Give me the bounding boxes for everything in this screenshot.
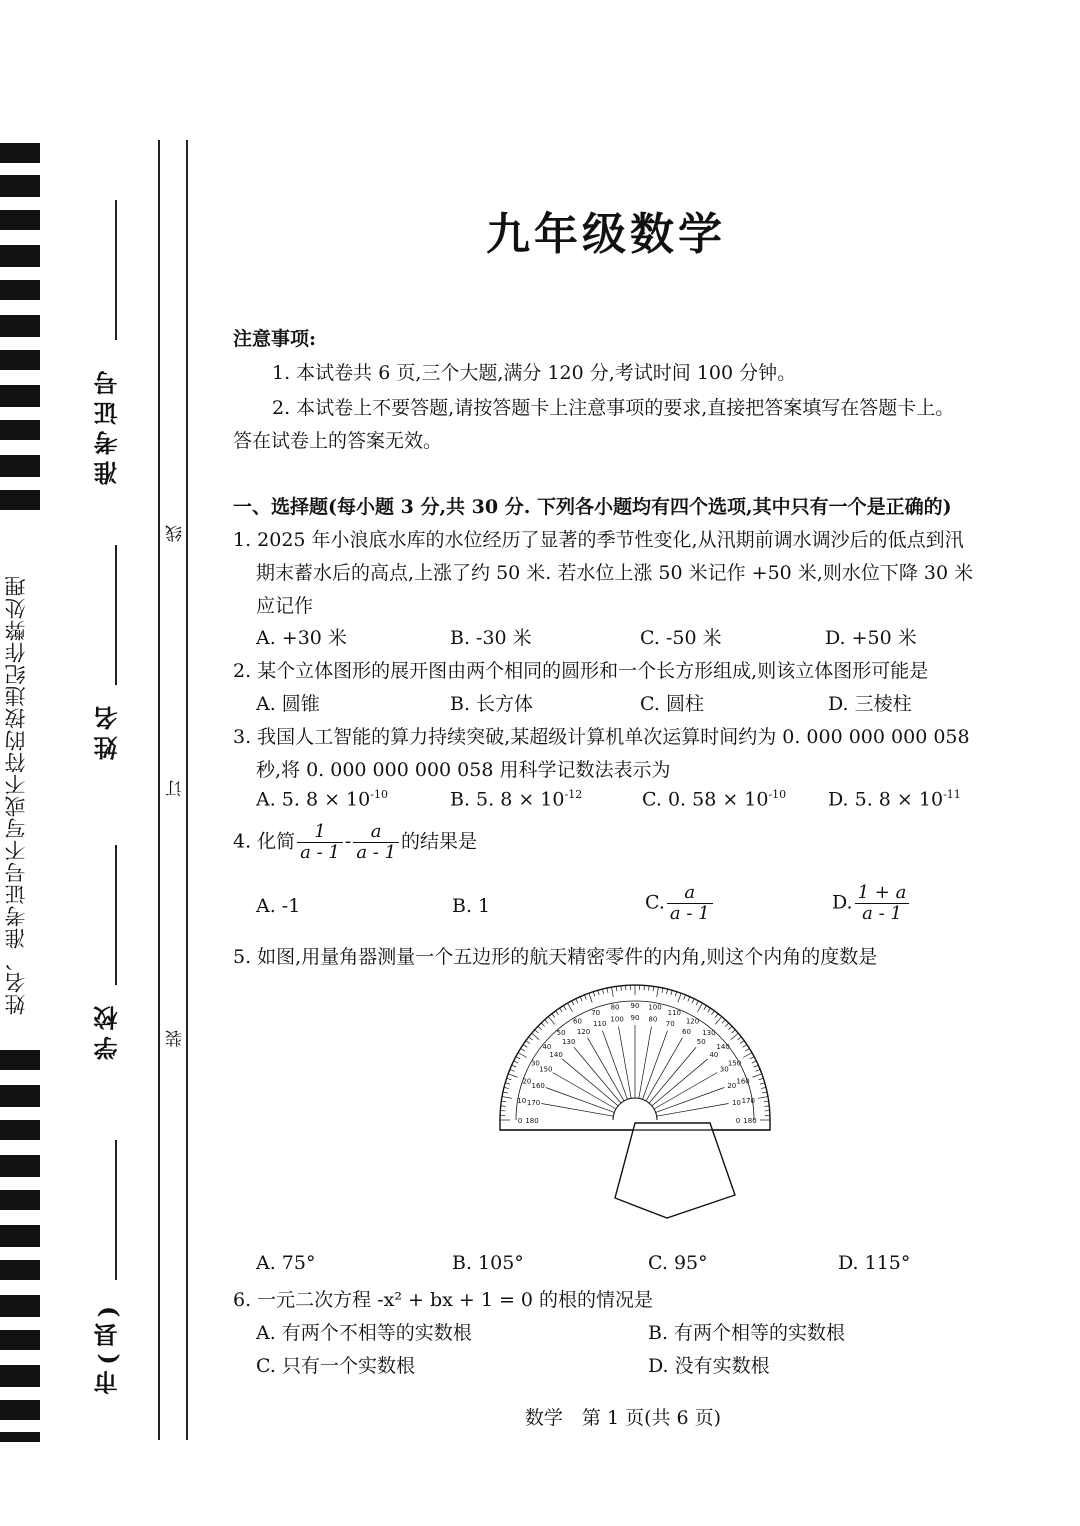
- q4-stem: 4. 化简 $\frac{1}{a - 1}$ - $\frac{a}{a - 1}$ 的结果是: [233, 821, 478, 863]
- binding-stripe-block: [0, 1365, 40, 1387]
- protractor-inner-label: 90: [630, 1014, 640, 1022]
- protractor-inner-label: 110: [593, 1020, 607, 1029]
- protractor-figure: [495, 975, 780, 1225]
- binding-stripe-block: [0, 1120, 40, 1140]
- protractor-inner-label: 50: [696, 1038, 706, 1047]
- q1-option-c[interactable]: C. -50 米: [640, 627, 722, 649]
- field-blank-city[interactable]: [115, 1140, 117, 1280]
- protractor-tick: [698, 1003, 703, 1012]
- protractor-tick: [708, 1008, 711, 1012]
- protractor-tick: [729, 1026, 733, 1029]
- note-3: 答在试卷上的答案无效。: [233, 430, 443, 452]
- protractor-tick: [725, 1023, 728, 1027]
- q1-option-b[interactable]: B. -30 米: [450, 627, 532, 649]
- protractor-ray: [646, 1038, 683, 1101]
- q4-option-a[interactable]: A. -1: [256, 895, 301, 917]
- protractor-tick: [692, 999, 694, 1003]
- q4-option-d[interactable]: D. $\frac{1 + a}{a - 1}$: [832, 883, 911, 924]
- section-1-heading: 一、选择题(每小题 3 分,共 30 分. 下列各小题均有四个选项,其中只有一个是正确的): [233, 496, 952, 518]
- q3-line-2: 秒,将 0. 000 000 000 058 用科学记数法表示为: [256, 759, 671, 781]
- protractor-tick: [750, 1057, 754, 1059]
- protractor-tick: [662, 988, 663, 993]
- protractor-tick: [722, 1020, 725, 1024]
- q2-option-c[interactable]: C. 圆柱: [640, 693, 704, 715]
- protractor-tick: [715, 1014, 718, 1018]
- protractor-outer-label: 60: [573, 1017, 582, 1026]
- protractor-tick: [548, 1017, 554, 1025]
- protractor-outer-label: 30: [530, 1059, 540, 1068]
- protractor-tick: [678, 993, 681, 1002]
- protractor-tick: [754, 1065, 759, 1067]
- protractor-ray: [562, 1059, 618, 1106]
- protractor-tick: [516, 1057, 520, 1059]
- binding-stripe-block: [0, 280, 40, 300]
- protractor-ray: [639, 1026, 652, 1098]
- protractor-tick: [502, 1097, 512, 1099]
- q4-fraction-2: $\frac{a}{a - 1}$: [353, 822, 399, 863]
- note-1: 1. 本试卷共 6 页,三个大题,满分 120 分,考试时间 100 分钟。: [272, 362, 797, 384]
- protractor-outer-label: 150: [727, 1059, 742, 1068]
- binding-stripe-block: [0, 1432, 40, 1442]
- protractor-ray: [643, 1031, 668, 1100]
- protractor-tick: [598, 990, 599, 995]
- q6-option-a[interactable]: A. 有两个不相等的实数根: [256, 1322, 472, 1344]
- q1-line-3: 应记作: [256, 595, 314, 617]
- q2-option-b[interactable]: B. 长方体: [450, 693, 534, 715]
- protractor-tick: [616, 986, 617, 991]
- protractor-tick: [743, 1053, 752, 1058]
- protractor-tick: [593, 992, 595, 997]
- binding-stripe-block: [0, 350, 40, 370]
- protractor-tick: [607, 988, 608, 993]
- binding-stripe-block: [0, 490, 40, 510]
- protractor-tick: [560, 1008, 563, 1012]
- protractor-inner-label: 130: [562, 1038, 576, 1047]
- protractor-tick: [715, 1017, 721, 1025]
- protractor-outer-label: 10: [517, 1097, 527, 1106]
- protractor-tick: [704, 1006, 707, 1010]
- protractor-tick: [568, 1003, 573, 1012]
- protractor-ray: [603, 1031, 628, 1100]
- protractor-tick: [526, 1041, 530, 1044]
- protractor-inner-label: 80: [648, 1015, 658, 1024]
- field-label-school: 学校: [93, 1000, 122, 1060]
- q4-fraction-1: $\frac{1}{a - 1}$: [297, 822, 343, 863]
- q5-option-b[interactable]: B. 105°: [452, 1252, 524, 1274]
- protractor-tick: [740, 1041, 744, 1044]
- protractor-tick: [556, 1011, 559, 1015]
- protractor-inner-label: 20: [727, 1081, 737, 1090]
- protractor-tick: [584, 995, 586, 1000]
- q1-line-1: 1. 2025 年小浪底水库的水位经历了显著的季节性变化,从汛期前调水调沙后的低点到汛: [233, 529, 964, 551]
- q3-option-a[interactable]: A. 5. $8 \times 10^{-10}$: [256, 788, 388, 811]
- protractor-tick: [657, 987, 659, 997]
- q3-line-1: 3. 我国人工智能的算力持续突破,某超级计算机单次运算时间约为 0. 000 000 000 058: [233, 726, 970, 748]
- field-label-exam-id: 准考证号: [93, 365, 122, 485]
- binding-line-inner: [158, 140, 160, 1440]
- protractor-inner-label: 70: [665, 1020, 675, 1029]
- protractor-ray: [574, 1047, 621, 1103]
- protractor-ray: [656, 1088, 725, 1113]
- protractor-outer-label: 80: [610, 1003, 620, 1012]
- protractor-outer-label: 180: [743, 1117, 757, 1125]
- protractor-ray: [657, 1104, 729, 1117]
- q3-option-b[interactable]: B. 5. $8 \times 10^{-12}$: [450, 788, 583, 811]
- protractor-outer-label: 50: [556, 1028, 566, 1037]
- seal-mark-bind: 订: [166, 780, 186, 797]
- protractor-outer-label: 160: [736, 1077, 750, 1086]
- protractor-tick: [731, 1033, 739, 1039]
- binding-stripe-block: [0, 1155, 40, 1177]
- protractor-tick: [711, 1011, 714, 1015]
- protractor-tick: [666, 989, 667, 994]
- protractor-tick: [752, 1074, 761, 1077]
- page-footer: 数学 第 1 页(共 6 页): [524, 1407, 722, 1429]
- protractor-tick: [510, 1069, 515, 1071]
- protractor-tick: [545, 1020, 548, 1024]
- seal-mark-fix: 装: [166, 1030, 186, 1047]
- q4-option-c[interactable]: C. $\frac{a}{a - 1}$: [645, 883, 715, 924]
- protractor-tick: [572, 1001, 574, 1005]
- protractor-inner-label: 30: [719, 1065, 729, 1074]
- protractor-ray: [553, 1073, 616, 1110]
- protractor-tick: [684, 995, 686, 1000]
- note-2: 2. 本试卷上不要答题,请按答题卡上注意事项的要求,直接把答案填写在答题卡上。: [272, 397, 955, 419]
- protractor-inner-label: 40: [709, 1050, 719, 1059]
- protractor-tick: [752, 1061, 756, 1063]
- protractor-tick: [745, 1048, 749, 1051]
- protractor-ray: [541, 1104, 613, 1117]
- protractor-tick: [756, 1069, 761, 1071]
- protractor-inner-label: 140: [549, 1050, 563, 1059]
- q4-option-b[interactable]: B. 1: [452, 895, 491, 917]
- protractor-tick: [758, 1097, 768, 1099]
- field-label-city: 市(县): [93, 1300, 122, 1395]
- protractor-inner-label: 160: [531, 1081, 545, 1090]
- protractor-inner-label: 150: [539, 1065, 553, 1074]
- protractor-ray: [652, 1059, 708, 1106]
- protractor-tick: [759, 1078, 764, 1080]
- protractor-inner-label: 100: [610, 1015, 624, 1024]
- protractor-tick: [580, 997, 582, 1002]
- protractor-tick: [529, 1037, 533, 1040]
- protractor-tick: [764, 1101, 769, 1102]
- q6-option-c[interactable]: C. 只有一个实数根: [256, 1355, 415, 1377]
- protractor-inner-label: 170: [526, 1099, 541, 1108]
- protractor-tick: [743, 1045, 747, 1048]
- protractor-outer-label: 90: [630, 1002, 640, 1010]
- protractor-tick: [563, 1006, 566, 1010]
- binding-stripe-block: [0, 175, 40, 197]
- protractor-inner-label: 10: [731, 1099, 741, 1108]
- protractor-ray: [654, 1073, 717, 1110]
- pentagon-part: [615, 1123, 735, 1218]
- binding-stripe-block: [0, 1330, 40, 1350]
- q3-option-d[interactable]: D. 5. $8 \times 10^{-11}$: [828, 788, 961, 811]
- q2-text: 2. 某个立体图形的展开图由两个相同的圆形和一个长方形组成,则该立体图形可能是: [233, 660, 929, 682]
- binding-stripe-block: [0, 315, 40, 337]
- protractor-tick: [538, 1026, 542, 1029]
- protractor-ray: [588, 1038, 625, 1101]
- q3-option-c[interactable]: C. 0. $58 \times 10^{-10}$: [642, 788, 787, 811]
- protractor-outer-label: 0: [517, 1117, 523, 1125]
- protractor-ray: [649, 1047, 696, 1103]
- protractor-tick: [552, 1014, 555, 1018]
- protractor-tick: [505, 1083, 510, 1084]
- binding-stripe-block: [0, 455, 40, 477]
- protractor-ray: [619, 1026, 632, 1098]
- seal-mark-line: 线: [166, 525, 186, 542]
- protractor-inner-label: 120: [576, 1027, 591, 1036]
- protractor-tick: [612, 987, 614, 997]
- protractor-tick: [653, 986, 654, 991]
- q5-option-a[interactable]: A. 75°: [256, 1252, 316, 1274]
- protractor-tick: [621, 986, 622, 991]
- protractor-outer-label: 40: [542, 1043, 552, 1052]
- binding-stripe-block: [0, 143, 40, 163]
- protractor-tick: [532, 1033, 540, 1039]
- q1-option-d[interactable]: D. +50 米: [825, 627, 917, 649]
- q5-option-d[interactable]: D. 115°: [838, 1252, 911, 1274]
- q1-line-2: 期末蓄水后的高点,上涨了约 50 米. 若水位上涨 50 米记作 +50 米,则水位下降 30 米: [256, 562, 974, 584]
- protractor-tick: [523, 1045, 527, 1048]
- protractor-tick: [501, 1106, 506, 1107]
- protractor-tick: [764, 1106, 769, 1107]
- binding-stripe-block: [0, 1225, 40, 1247]
- q6-text: 6. 一元二次方程 -x² + bx + 1 = 0 的根的情况是: [233, 1289, 654, 1311]
- protractor-tick: [521, 1048, 525, 1051]
- protractor-tick: [507, 1078, 512, 1080]
- protractor-tick: [512, 1065, 517, 1067]
- binding-notice: 姓名、准考证号不写或不符的按违纪作弊处理: [4, 575, 28, 1015]
- binding-stripe-block: [0, 385, 40, 407]
- binding-stripe-block: [0, 1085, 40, 1107]
- protractor-tick: [589, 993, 592, 1002]
- q6-option-d[interactable]: D. 没有实数根: [648, 1355, 770, 1377]
- binding-stripe-block: [0, 1260, 40, 1280]
- protractor-tick: [541, 1023, 544, 1027]
- binding-stripe-block: [0, 1295, 40, 1317]
- protractor-tick: [737, 1037, 741, 1040]
- exam-title: 九年级数学: [486, 209, 726, 260]
- field-blank-school[interactable]: [115, 845, 117, 985]
- binding-stripe-block: [0, 1050, 40, 1070]
- protractor-tick: [762, 1092, 767, 1093]
- protractor-tick: [671, 990, 672, 995]
- protractor-tick: [535, 1030, 539, 1033]
- protractor-outer-label: 120: [685, 1017, 700, 1026]
- protractor-outer-label: 130: [702, 1028, 716, 1037]
- protractor-outer-label: 110: [667, 1008, 682, 1017]
- protractor-inner-label: 60: [682, 1027, 691, 1036]
- protractor-inner-label: 180: [525, 1117, 539, 1125]
- protractor-tick: [760, 1083, 765, 1084]
- protractor-ray: [546, 1088, 615, 1113]
- protractor-tick: [576, 999, 578, 1003]
- protractor-outer-label: 140: [716, 1043, 730, 1052]
- protractor-tick: [688, 997, 690, 1002]
- protractor-tick: [501, 1101, 506, 1102]
- protractor-outer-label: 20: [522, 1077, 532, 1086]
- protractor-tick: [675, 992, 677, 997]
- q2-option-a[interactable]: A. 圆锥: [256, 693, 320, 715]
- protractor-outer-label: 100: [648, 1003, 662, 1012]
- field-label-name: 姓名: [93, 700, 122, 760]
- protractor-outer-label: 70: [591, 1008, 601, 1017]
- q6-option-b[interactable]: B. 有两个相等的实数根: [648, 1322, 846, 1344]
- notes-heading: 注意事项:: [233, 328, 317, 350]
- protractor-tick: [696, 1001, 698, 1005]
- q2-option-d[interactable]: D. 三棱柱: [828, 693, 912, 715]
- protractor-tick: [514, 1061, 518, 1063]
- protractor-tick: [732, 1030, 736, 1033]
- q1-option-a[interactable]: A. +30 米: [256, 627, 347, 649]
- q5-text: 5. 如图,用量角器测量一个五边形的航天精密零件的内角,则这个内角的度数是: [233, 946, 878, 968]
- protractor-tick: [518, 1053, 527, 1058]
- protractor-tick: [602, 989, 603, 994]
- protractor-tick: [761, 1087, 766, 1088]
- protractor-tick: [503, 1092, 508, 1093]
- q5-option-c[interactable]: C. 95°: [648, 1252, 708, 1274]
- binding-stripe-block: [0, 420, 40, 440]
- protractor-tick: [504, 1087, 509, 1088]
- protractor-tick: [508, 1074, 517, 1077]
- binding-stripe-block: [0, 1190, 40, 1210]
- field-blank-name[interactable]: [115, 545, 117, 685]
- protractor-outer-label: 170: [741, 1097, 755, 1106]
- protractor-tick: [649, 986, 650, 991]
- protractor-inner-label: 0: [735, 1117, 741, 1125]
